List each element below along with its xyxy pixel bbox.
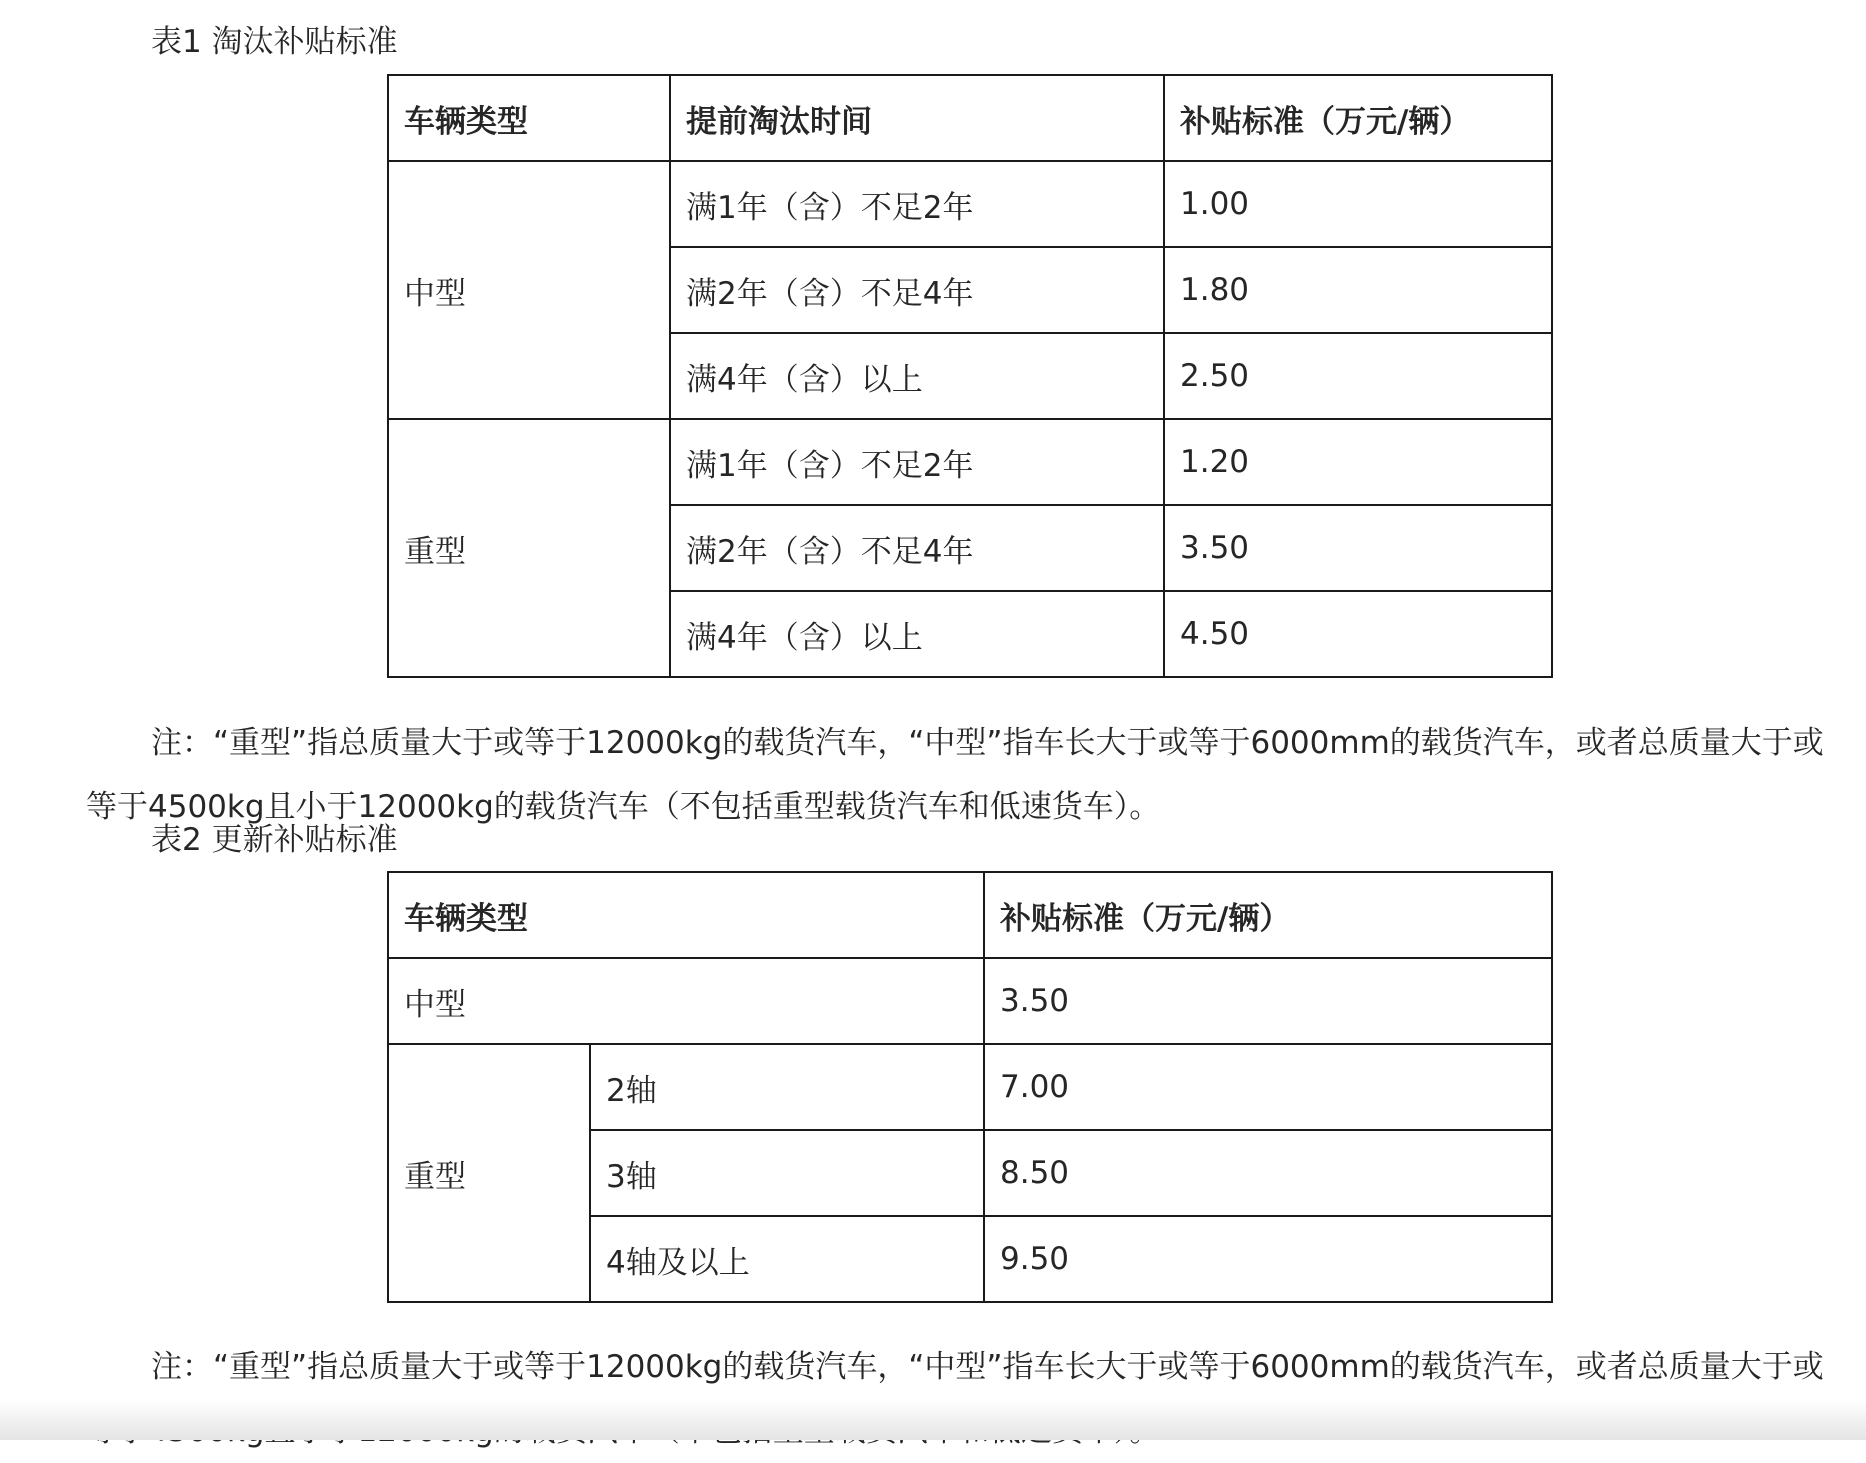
table-row xyxy=(388,161,1552,247)
vehicle-type-cell: 重型 xyxy=(388,419,670,677)
subsidy-amount-cell: 1.80 xyxy=(1164,247,1552,333)
subsidy-amount-cell: 3.50 xyxy=(1164,505,1552,591)
table-row xyxy=(388,1044,1552,1130)
elimination-time-cell: 满2年（含）不足4年 xyxy=(670,247,1164,333)
bottom-edge-shadow xyxy=(0,1400,1866,1440)
table-header-row xyxy=(388,75,1552,161)
table1-note: 注：“重型”指总质量大于或等于12000kg的载货汽车，“中型”指车长大于或等于6000mm的载货汽车，或者总质量大于或等于4500kg且小于12000kg的载货汽车（不包括重型载货汽车和低速货车）。 xyxy=(86,725,1824,825)
subsidy-amount-cell: 1.20 xyxy=(1164,419,1552,505)
elimination-time-cell: 满4年（含）以上 xyxy=(670,333,1164,419)
vehicle-type-cell: 重型 xyxy=(388,1044,590,1302)
subsidy-amount-cell: 9.50 xyxy=(984,1216,1552,1302)
vehicle-type-cell: 中型 xyxy=(388,161,670,419)
header-vehicle-type: 车辆类型 xyxy=(388,872,984,958)
elimination-time-cell: 满1年（含）不足2年 xyxy=(670,419,1164,505)
renewal-subsidy-table xyxy=(387,871,1553,1303)
axle-count-cell: 2轴 xyxy=(590,1044,984,1130)
table-header-row xyxy=(388,872,1552,958)
table-row xyxy=(388,419,1552,505)
vehicle-type-cell: 中型 xyxy=(388,958,984,1044)
axle-count-cell: 4轴及以上 xyxy=(590,1216,984,1302)
subsidy-amount-cell: 8.50 xyxy=(984,1130,1552,1216)
subsidy-amount-cell: 7.00 xyxy=(984,1044,1552,1130)
header-early-elimination-time: 提前淘汰时间 xyxy=(670,75,1164,161)
table1-caption: 表1 淘汰补贴标准 xyxy=(151,24,398,60)
subsidy-amount-cell: 2.50 xyxy=(1164,333,1552,419)
elimination-time-cell: 满1年（含）不足2年 xyxy=(670,161,1164,247)
subsidy-amount-cell: 3.50 xyxy=(984,958,1552,1044)
elimination-time-cell: 满4年（含）以上 xyxy=(670,591,1164,677)
header-subsidy-standard: 补贴标准（万元/辆） xyxy=(984,872,1552,958)
header-vehicle-type: 车辆类型 xyxy=(388,75,670,161)
subsidy-amount-cell: 4.50 xyxy=(1164,591,1552,677)
table2-caption: 表2 更新补贴标准 xyxy=(151,822,398,858)
table-row xyxy=(388,958,1552,1044)
header-subsidy-standard: 补贴标准（万元/辆） xyxy=(1164,75,1552,161)
elimination-subsidy-table xyxy=(387,74,1553,678)
elimination-time-cell: 满2年（含）不足4年 xyxy=(670,505,1164,591)
table2-note: 注：“重型”指总质量大于或等于12000kg的载货汽车，“中型”指车长大于或等于6000mm的载货汽车，或者总质量大于或 xyxy=(151,1349,1824,1385)
axle-count-cell: 3轴 xyxy=(590,1130,984,1216)
subsidy-amount-cell: 1.00 xyxy=(1164,161,1552,247)
